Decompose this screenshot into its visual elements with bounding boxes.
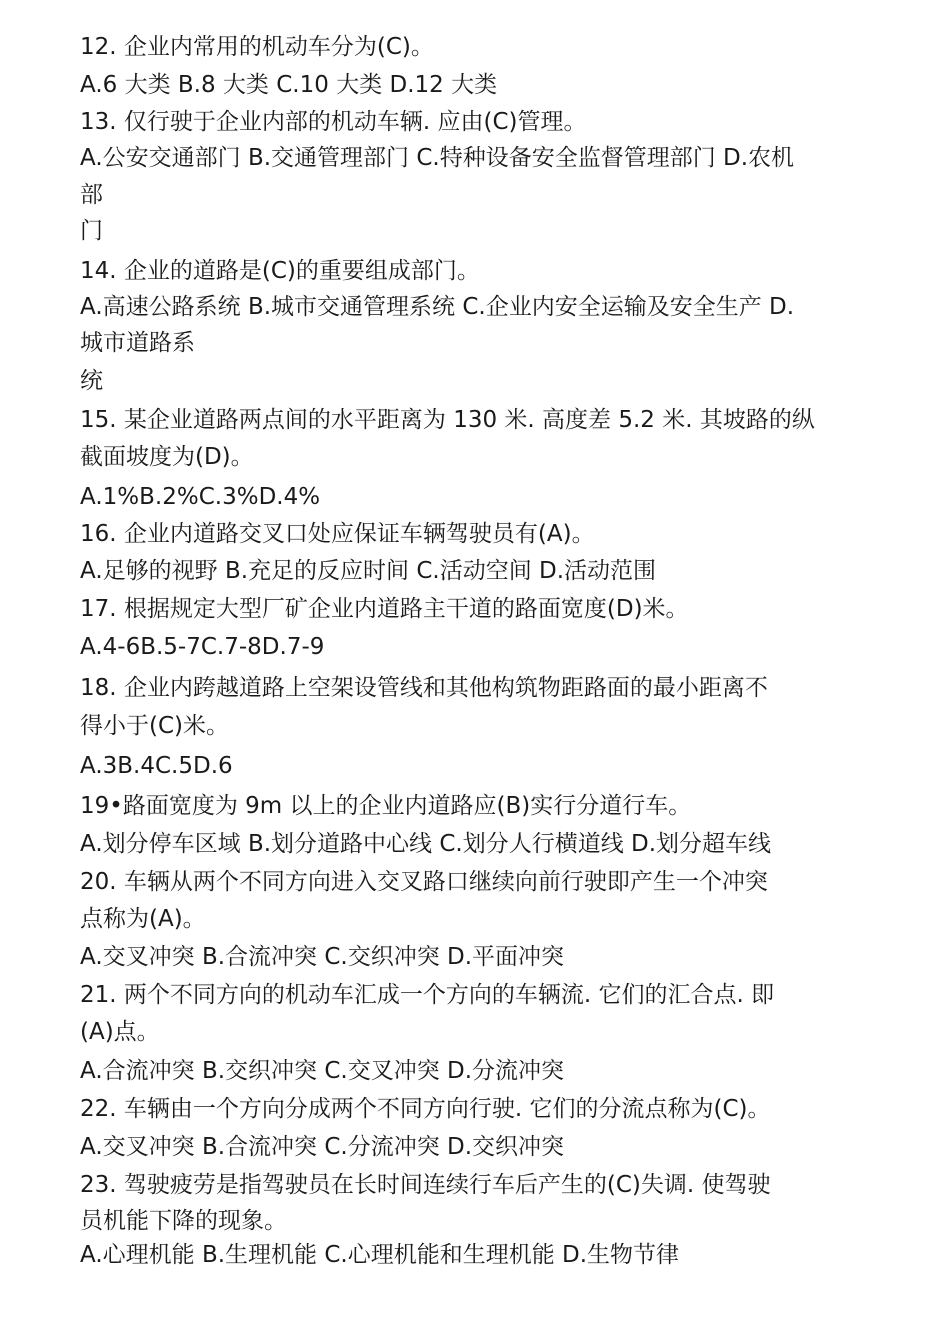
options-18: A.3B.4C.5D.6 [80,753,233,779]
question-23: 23. 驾驶疲劳是指驾驶员在长时间连续行车后产生的(C)失调. 使驾驶 [80,1172,771,1198]
options-16: A.足够的视野 B.充足的反应时间 C.活动空间 D.活动范围 [80,558,657,584]
question-18-cont: 得小于(C)米。 [80,713,230,739]
question-12: 12. 企业内常用的机动车分为(C)。 [80,34,434,60]
options-20: A.交叉冲突 B.合流冲突 C.交织冲突 D.平面冲突 [80,944,565,970]
options-13-cont: 门 [80,218,103,244]
options-19: A.划分停车区域 B.划分道路中心线 C.划分人行横道线 D.划分超车线 [80,831,772,857]
options-14-cont: 城市道路系 [80,330,195,356]
question-23-cont: 员机能下降的现象。 [80,1208,287,1234]
question-21: 21. 两个不同方向的机动车汇成一个方向的车辆流. 它们的汇合点. 即 [80,982,775,1008]
question-22: 22. 车辆由一个方向分成两个不同方向行驶. 它们的分流点称为(C)。 [80,1096,771,1122]
question-18: 18. 企业内跨越道路上空架设管线和其他构筑物距路面的最小距离不 [80,675,768,701]
options-23: A.心理机能 B.生理机能 C.心理机能和生理机能 D.生物节律 [80,1242,680,1268]
question-14: 14. 企业的道路是(C)的重要组成部门。 [80,258,480,284]
question-20: 20. 车辆从两个不同方向进入交叉路口继续向前行驶即产生一个冲突 [80,869,768,895]
options-13-cont: 部 [80,182,103,208]
question-15-cont: 截面坡度为(D)。 [80,444,254,470]
options-17: A.4-6B.5-7C.7-8D.7-9 [80,634,325,660]
question-16: 16. 企业内道路交叉口处应保证车辆驾驶员有(A)。 [80,521,595,547]
options-12: A.6 大类 B.8 大类 C.10 大类 D.12 大类 [80,72,498,98]
options-21: A.合流冲突 B.交织冲突 C.交叉冲突 D.分流冲突 [80,1058,565,1084]
options-14-cont: 统 [80,368,103,394]
question-13: 13. 仅行驶于企业内部的机动车辆. 应由(C)管理。 [80,109,587,135]
options-14: A.高速公路系统 B.城市交通管理系统 C.企业内安全运输及安全生产 D. [80,294,795,320]
question-20-cont: 点称为(A)。 [80,906,206,932]
options-13: A.公安交通部门 B.交通管理部门 C.特种设备安全监督管理部门 D.农机 [80,145,795,171]
question-21-cont: (A)点。 [80,1019,160,1045]
options-22: A.交叉冲突 B.合流冲突 C.分流冲突 D.交织冲突 [80,1134,565,1160]
question-19: 19•路面宽度为 9m 以上的企业内道路应(B)实行分道行车。 [80,793,692,819]
question-17: 17. 根据规定大型厂矿企业内道路主干道的路面宽度(D)米。 [80,596,689,622]
question-15: 15. 某企业道路两点间的水平距离为 130 米. 高度差 5.2 米. 其坡路的纵 [80,407,815,433]
options-15: A.1%B.2%C.3%D.4% [80,484,321,510]
